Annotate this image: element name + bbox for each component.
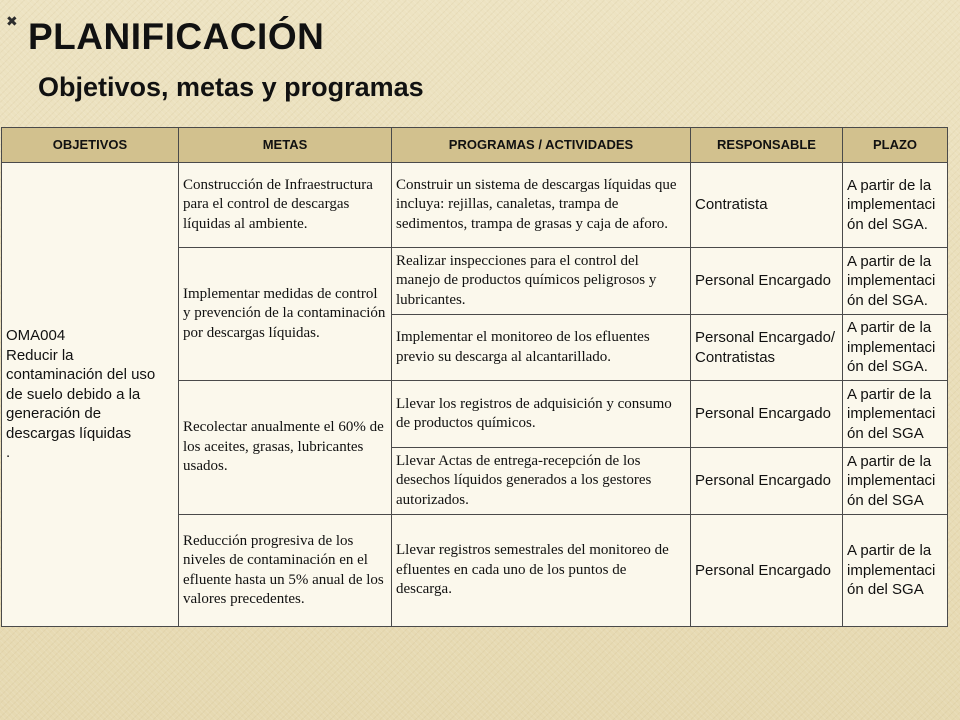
objective-text: Reducir la contaminación del uso de suelo debido a la generación de descargas líquidas (6, 346, 156, 442)
objective-end: . (6, 444, 11, 462)
programa-cell: Implementar el monitoreo de los efluentes previo su descarga al alcantarillado. (392, 315, 691, 381)
responsable-cell: Personal Encargado (691, 515, 843, 627)
plazo-cell: A partir de la implementaci ón del SGA (843, 381, 948, 448)
table-row (2, 163, 948, 248)
planning-table (1, 127, 948, 627)
table-header-row (2, 128, 948, 163)
meta-cell: Construcción de Infraestructura para el control de descargas líquidas al ambiente. (179, 163, 392, 248)
programa-cell: Llevar Actas de entrega-recepción de los desechos líquidos generados a los gestores autorizados. (392, 448, 691, 515)
page-subtitle: Objetivos, metas y programas (38, 72, 424, 102)
plazo-cell: A partir de la implementaci ón del SGA. (843, 248, 948, 315)
programa-cell: Realizar inspecciones para el control del manejo de productos químicos peligrosos y lubricantes. (392, 248, 691, 315)
programa-cell: Llevar registros semestrales del monitoreo de efluentes en cada uno de los puntos de descarga. (392, 515, 691, 627)
objective-cell (2, 163, 179, 627)
objective-code: OMA004 (6, 327, 66, 345)
header-responsable: RESPONSABLE (691, 128, 843, 163)
plazo-cell: A partir de la implementaci ón del SGA (843, 515, 948, 627)
meta-cell: Recolectar anualmente el 60% de los aceites, grasas, lubricantes usados. (179, 381, 392, 515)
meta-cell: Implementar medidas de control y prevención de la contaminación por descargas líquidas. (179, 248, 392, 381)
corner-x-icon: ✖ (6, 14, 18, 30)
responsable-cell: Personal Encargado (691, 381, 843, 448)
plazo-cell: A partir de la implementaci ón del SGA. (843, 315, 948, 381)
plazo-cell: A partir de la implementaci ón del SGA. (843, 163, 948, 248)
header-programas: PROGRAMAS / ACTIVIDADES (392, 128, 691, 163)
header-plazo: PLAZO (843, 128, 948, 163)
meta-cell: Reducción progresiva de los niveles de contaminación en el efluente hasta un 5% anual de los valores precedentes. (179, 515, 392, 627)
plazo-cell: A partir de la implementaci ón del SGA (843, 448, 948, 515)
page-title: PLANIFICACIÓN (28, 16, 325, 57)
header-objetivos: OBJETIVOS (2, 128, 179, 163)
header-metas: METAS (179, 128, 392, 163)
responsable-cell: Contratista (691, 163, 843, 248)
responsable-cell: Personal Encargado (691, 248, 843, 315)
programa-cell: Llevar los registros de adquisición y consumo de productos químicos. (392, 381, 691, 448)
responsable-cell: Personal Encargado/ Contratistas (691, 315, 843, 381)
responsable-cell: Personal Encargado (691, 448, 843, 515)
programa-cell: Construir un sistema de descargas líquidas que incluya: rejillas, canaletas, trampa de sedimentos, trampa de grasas y caja de aforo. (392, 163, 691, 248)
